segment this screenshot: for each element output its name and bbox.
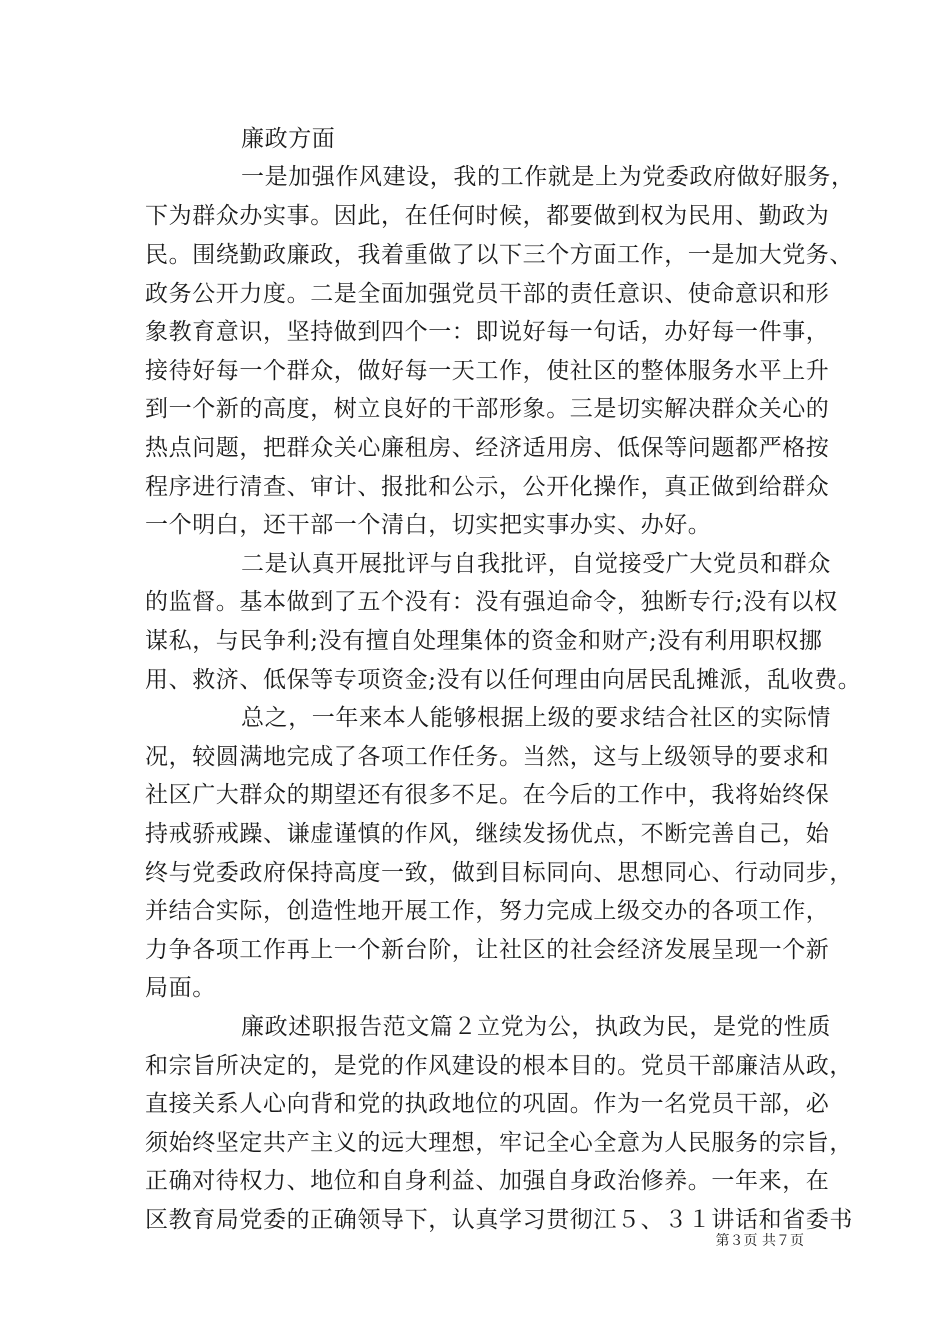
paragraph-line: 并结合实际，创造性地开展工作，努力完成上级交办的各项工作， [145,898,830,924]
paragraph-line: 终与党委政府保持高度一致，做到目标同向、思想同心、行动同步， [145,860,853,886]
paragraph-line: 持戒骄戒躁、谦虚谨慎的作风，继续发扬优点，不断完善自己，始 [145,821,830,847]
paragraph-line: 总之，一年来本人能够根据上级的要求结合社区的实际情 [241,705,831,731]
paragraph-line: 热点问题，把群众关心廉租房、经济适用房、低保等问题都严格按 [145,435,830,461]
paragraph-line: 谋私，与民争利;没有擅自处理集体的资金和财产;没有利用职权挪 [145,628,823,654]
paragraph-line: 和宗旨所决定的，是党的作风建设的根本目的。党员干部廉洁从政， [145,1053,853,1079]
paragraph-line: 到一个新的高度，树立良好的干部形象。三是切实解决群众关心的 [145,396,830,422]
paragraph-line: 民。围绕勤政廉政，我着重做了以下三个方面工作，一是加大党务、 [145,242,853,268]
paragraph-line: 政务公开力度。二是全面加强党员干部的责任意识、使命意识和形 [145,281,830,307]
paragraph-line: 的监督。基本做到了五个没有：没有强迫命令，独断专行;没有以权 [145,589,838,615]
paragraph-line: 二是认真开展批评与自我批评，自觉接受广大党员和群众 [241,551,831,577]
paragraph-line: 用、救济、低保等专项资金;没有以任何理由向居民乱摊派，乱收费。 [145,667,862,693]
paragraph-line: 局面。 [145,975,216,1001]
paragraph-line: 廉政述职报告范文篇２立党为公，执政为民，是党的性质 [241,1014,831,1040]
section-heading: 廉政方面 [241,126,336,152]
paragraph-line: 象教育意识，坚持做到四个一：即说好每一句话，办好每一件事， [145,319,830,345]
paragraph-line: 直接关系人心向背和党的执政地位的巩固。作为一名党员干部，必 [145,1091,830,1117]
paragraph-line: 下为群众办实事。因此，在任何时候，都要做到权为民用、勤政为 [145,203,830,229]
paragraph-line: 社区广大群众的期望还有很多不足。在今后的工作中，我将始终保 [145,782,830,808]
paragraph-line: 程序进行清查、审计、报批和公示，公开化操作，真正做到给群众 [145,474,830,500]
paragraph-line: 况，较圆满地完成了各项工作任务。当然，这与上级领导的要求和 [145,744,830,770]
paragraph-line: 接待好每一个群众，做好每一天工作，使社区的整体服务水平上升 [145,358,830,384]
page-number-footer: 第３页 共７页 [715,1233,804,1249]
paragraph-line: 力争各项工作再上一个新台阶，让社区的社会经济发展呈现一个新 [145,937,830,963]
paragraph-line: 一是加强作风建设，我的工作就是上为党委政府做好服务， [241,164,855,190]
paragraph-line: 区教育局党委的正确领导下，认真学习贯彻江５、３１讲话和省委书 [145,1207,853,1233]
paragraph-line: 正确对待权力、地位和自身利益、加强自身政治修养。一年来，在 [145,1168,830,1194]
paragraph-line: 一个明白，还干部一个清白，切实把实事办实、办好。 [145,512,712,538]
paragraph-line: 须始终坚定共产主义的远大理想，牢记全心全意为人民服务的宗旨， [145,1130,853,1156]
